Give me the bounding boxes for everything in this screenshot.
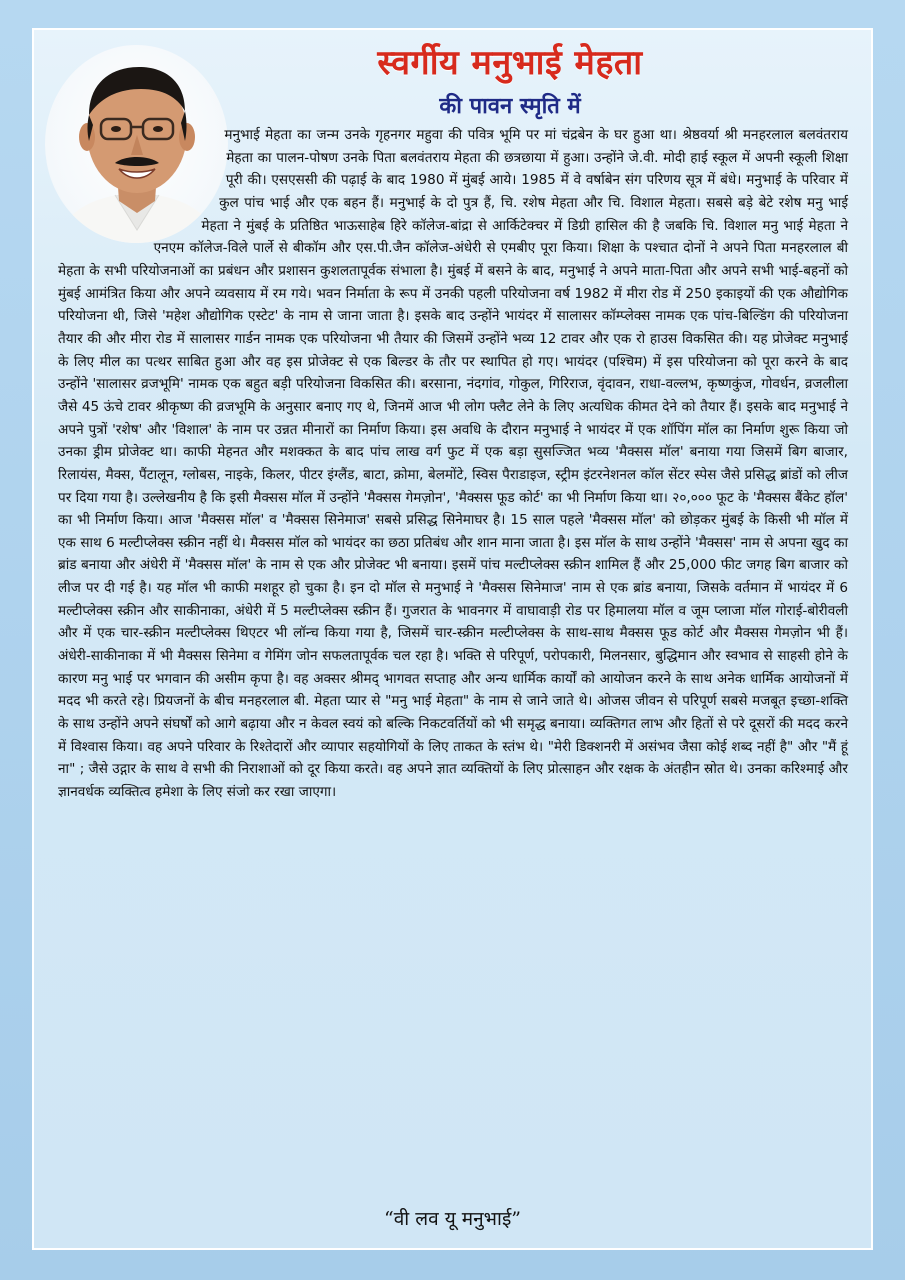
biography-text xyxy=(58,124,848,804)
biography-paragraph: मनुभाई मेहता का जन्म उनके गृहनगर महुवा की पवित्र भूमि पर मां चंद्रबेन के घर हुआ था। श्रेष्ठवर्या श्री मनहरलाल बलवंतराय मेहता का पालन-पोषण उनके पिता बलवंतराय मेहता की छत्रछाया में हुआ। उन्होंने जे.वी. मोदी हाई स्कूल में अपनी स्कूली शिक्षा पूरी की। एसएससी की पढ़ाई के बाद 1980 में मुंबई आये। 1985 में वे वर्षाबेन संग परिणय सूत्र में बंधे। मनुभाई के परिवार में कुल पांच भाई और एक बहन हैं। मनुभाई के दो पुत्र हैं, चि. रशेष मेहता और चि. विशाल मेहता। सबसे बड़े बेटे रशेष मनु भाई मेहता ने मुंबई के प्रतिष्ठित भाऊसाहेब हिरे कॉलेज-बांद्रा से आर्किटेक्चर में डिग्री हासिल की है जबकि चि. विशाल मनु भाई मेहता ने एनएम कॉलेज-विले पार्ले से बीकॉम और एस.पी.जैन कॉलेज-अंधेरी से एमबीए पूरा किया। शिक्षा के पश्चात दोनों ने अपने पिता मनहरलाल बी मेहता के सभी परियोजनाओं का प्रबंधन और प्रशासन कुशलतापूर्वक संभाला है। मुंबई में बसने के बाद, मनुभाई ने अपने माता-पिता और अपने सभी भाई-बहनों को मुंबई आमंत्रित किया और अपने व्यवसाय में रम गये। भवन निर्माता के रूप में उनकी पहली परियोजना वर्ष 1982 में मीरा रोड में 250 इकाइयों की एक औद्योगिक परियोजना थी, जिसे 'महेश औद्योगिक एस्टेट' के नाम से जाना जाता है। इसके बाद उन्होंने भायंदर में सालासर कॉम्प्लेक्स नामक एक पांच-बिल्डिंग की परियोजना तैयार की और मीरा रोड में सालासर गार्डन नामक एक परियोजना भी तैयार की जिसमें उन्होंने भव्य 12 टावर और एक रो हाउस विकसित की। यह प्रोजेक्ट मनुभाई के लिए मील का पत्थर साबित हुआ और वह इस प्रोजेक्ट से एक बिल्डर के तौर पर स्थापित हो गए। भायंदर (पश्चिम) में इस परियोजना को पूरा करने के बाद उन्होंने 'सालासर व्रजभूमि' नामक एक बहुत बड़ी परियोजना विकसित की। बरसाना, नंदगांव, गोकुल, गिरिराज, वृंदावन, राधा-वल्लभ, कृष्णकुंज, गोवर्धन, व्रजलीला जैसे 45 ऊंचे टावर श्रीकृष्ण की व्रजभूमि के अनुसार बनाए गए थे, जिनमें आज भी लोग फ्लैट लेने के लिए अत्यधिक कीमत देने को तैयार हैं। इसके बाद मनुभाई ने अपने पुत्रों 'रशेष' और 'विशाल' के नाम पर उन्नत मीनारों का निर्माण किया। इस अवधि के दौरान मनुभाई ने भायंदर में एक शॉपिंग मॉल का निर्माण शुरू किया जो उनका ड्रीम प्रोजेक्ट था। काफी मेहनत और मशक्कत के बाद पांच लाख वर्ग फुट में एक बड़ा सुसज्जित भव्य 'मैक्सस मॉल' बनाया गया जिसमें बिग बाजार, रिलायंस, मैक्स, पैंटालून, ग्लोबस, नाइके, किलर, पीटर इंग्लैंड, बाटा, क्रोमा, बेलमोंटे, स्विस पैराडाइज, स्ट्रीम इंटरनेशनल कॉल सेंटर स्पेस जैसे प्रसिद्ध ब्रांडों को लीज पर दिया गया है। उल्लेखनीय है कि इसी मैक्सस मॉल में उन्होंने 'मैक्सस गेमज़ोन', 'मैक्सस फूड कोर्ट' का भी निर्माण किया था। २०,००० फूट के 'मैक्सस बैंकेट हॉल' का भी निर्माण किया। आज 'मैक्सस मॉल' व 'मैक्सस सिनेमाज' सबसे प्रसिद्ध सिनेमाघर है। 15 साल पहले 'मैक्सस मॉल' को छोड़कर मुंबई के किसी भी मॉल में एक साथ 6 मल्टीप्लेक्स स्क्रीन नहीं थे। मैक्सस मॉल को भायंदर का छठा प्रतिबंध और शान माना जाता है। इस मॉल के साथ उन्होंने 'मैक्सस' नाम से अपना खुद का ब्रांड बनाया और अंधेरी में 'मैक्सस मॉल' के नाम से एक और प्रोजेक्ट भी बनाया। इसमें पांच मल्टीप्लेक्स स्क्रीन शामिल हैं और 25,000 फीट जगह बिग बाजार को लीज पर दी गई है। यह मॉल भी काफी मशहूर हो चुका है। इन दो मॉल से मनुभाई ने 'मैक्सस सिनेमाज' नाम से एक ब्रांड बनाया, जिसके वर्तमान में भायंदर में 6 मल्टीप्लेक्स स्क्रीन और साकीनाका, अंधेरी में 5 मल्टीप्लेक्स स्क्रीन हैं। गुजरात के भावनगर में वाघावाड़ी रोड पर हिमालया मॉल व जूम प्लाजा मॉल गोराई-बोरीवली और में एक चार-स्क्रीन मल्टीप्लेक्स थिएटर भी लॉन्च किया गया है, जिसमें चार-स्क्रीन मल्टीप्लेक्स के साथ-साथ मैक्सस फूड कोर्ट और मैक्सस गेमज़ोन भी हैं। अंधेरी-साकीनाका में भी मैक्सस सिनेमा व गेमिंग जोन सफलतापूर्वक चल रहा है। भक्ति से परिपूर्ण, परोपकारी, मिलनसार, बुद्धिमान और स्वभाव से साहसी होने के कारण मनु भाई पर भगवान की असीम कृपा है। वह अक्सर श्रीमद् भागवत सप्ताह और अन्य धार्मिक कार्यों को आयोजन करने के साथ अनेक धार्मिक आयोजनों में मदद भी करते रहे। प्रियजनों के बीच मनहरलाल बी. मेहता प्यार से "मनु भाई मेहता" के नाम से जाने जाते थे। ओजस जीवन से परिपूर्ण सबसे मजबूत इच्छा-शक्ति के साथ उन्होंने अपने संघर्षों को आगे बढ़ाया और न केवल स्वयं को बल्कि निकटवर्तियों को भी समृद्ध बनाया। व्यक्तिगत लाभ और हितों से परे दूसरों की मदद करने में विश्वास किया। वह अपने परिवार के रिश्तेदारों और व्यापार सहयोगियों के लिए ताकत के स्तंभ थे। "मेरी डिक्शनरी में असंभव जैसा कोई शब्द नहीं है" और "मैं हूं ना" ; जैसे उद्गार के साथ वे सभी की निराशाओं को दूर किया करते। वह अपने ज्ञात व्यक्तियों के लिए प्रोत्साहन और रक्षक के अंतहीन स्रोत थे। उनका करिश्माई और ज्ञानवर्धक व्यक्तित्व हमेशा के लिए संजो कर रखा जाएगा। xyxy=(58,127,849,801)
memorial-title: स्वर्गीय मनुभाई मेहता xyxy=(377,43,643,83)
memorial-subtitle: की पावन स्मृति में xyxy=(439,93,581,119)
closing-line: “वी लव यू मनुभाई” xyxy=(383,1208,521,1230)
